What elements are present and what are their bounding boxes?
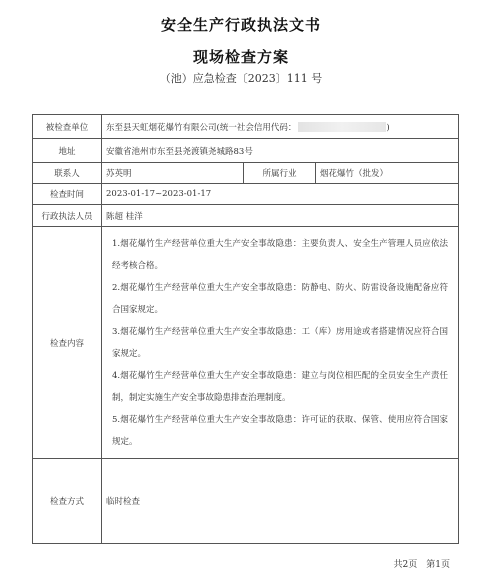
inspected-unit-cell xyxy=(102,115,459,139)
row-method xyxy=(33,459,459,544)
industry-value: 烟花爆竹（批发） xyxy=(316,163,459,184)
inspected-unit-value-end: ) xyxy=(386,122,390,133)
row-inspected-unit xyxy=(33,115,459,139)
row-officers xyxy=(33,205,459,227)
address-label: 地址 xyxy=(33,139,102,163)
content-item: 4.烟花爆竹生产经营单位重大生产安全事故隐患：建立与岗位相匹配的全员安全生产责任制，制定实施生产安全事故隐患排查治理制度。 xyxy=(112,370,449,403)
content-item: 3.烟花爆竹生产经营单位重大生产安全事故隐患：工（库）房用途或者搭建情况应符合国家规定。 xyxy=(112,326,449,359)
document-title: 安全生产行政执法文书 xyxy=(160,16,321,34)
row-contact xyxy=(33,163,459,184)
inspection-form-table xyxy=(32,114,459,544)
row-address xyxy=(33,139,459,163)
content-item: 1.烟花爆竹生产经营单位重大生产安全事故隐患：主要负责人、安全生产管理人员应依法经考核合格。 xyxy=(112,238,449,271)
row-date xyxy=(33,184,459,205)
page-number: 共2页 第1页 xyxy=(393,560,450,570)
document-subtitle: 现场检查方案 xyxy=(192,48,289,66)
officers-value: 陈超 桂洋 xyxy=(102,205,459,227)
content-cell xyxy=(102,227,459,459)
inspected-unit-value: 东至县天虹烟花爆竹有限公司(统一社会信用代码： xyxy=(106,122,297,133)
row-content xyxy=(33,227,459,459)
inspected-unit-label: 被检查单位 xyxy=(33,115,102,139)
redacted-credit-code xyxy=(298,122,386,132)
document-number: （池）应急检查〔2023〕111 号 xyxy=(159,72,323,85)
content-label: 检查内容 xyxy=(33,227,102,459)
contact-label: 联系人 xyxy=(33,163,102,184)
content-items xyxy=(106,229,454,457)
method-label: 检查方式 xyxy=(33,459,102,544)
content-item: 2.烟花爆竹生产经营单位重大生产安全事故隐患：防静电、防火、防雷设备设施配备应符合国家规定。 xyxy=(112,282,449,315)
address-value: 安徽省池州市东至县尧渡镇尧城路83号 xyxy=(102,139,459,163)
content-item: 5.烟花爆竹生产经营单位重大生产安全事故隐患：许可证的获取、保管、使用应符合国家规定。 xyxy=(112,414,449,447)
date-value: 2023-01-17~2023-01-17 xyxy=(102,184,459,205)
contact-value: 苏英明 xyxy=(102,163,244,184)
method-value: 临时检查 xyxy=(102,459,459,544)
date-label: 检查时间 xyxy=(33,184,102,205)
officers-label: 行政执法人员 xyxy=(33,205,102,227)
industry-label: 所属行业 xyxy=(244,163,316,184)
